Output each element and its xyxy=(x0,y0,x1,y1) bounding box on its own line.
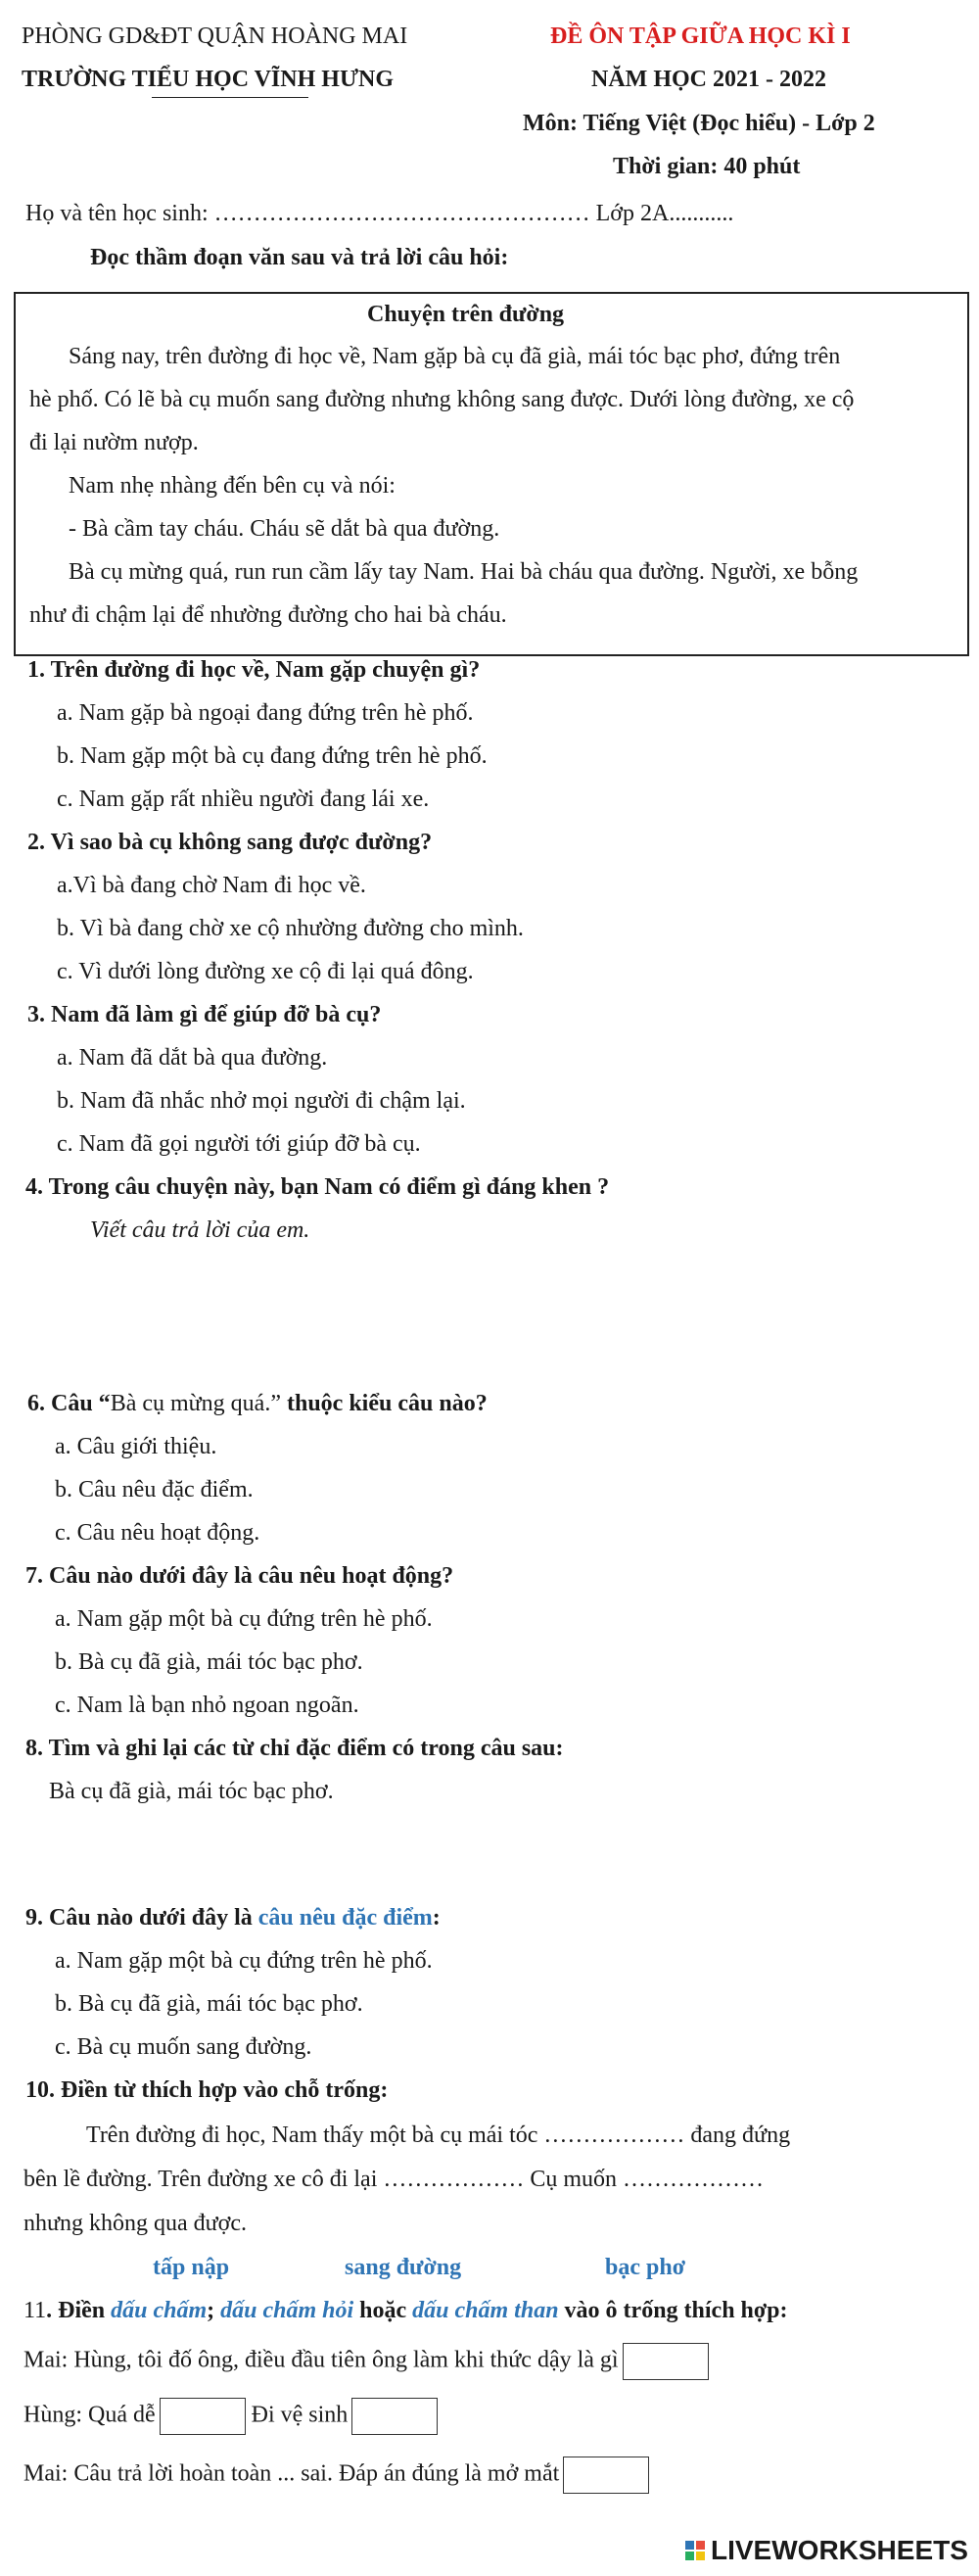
question-11 xyxy=(23,2296,788,2325)
q11-text-4: vào ô trống thích hợp: xyxy=(558,2298,788,2323)
q9-highlight: câu nêu đặc điểm xyxy=(257,1905,433,1931)
q11-answer-box-1[interactable] xyxy=(623,2343,709,2380)
q10-word-tap-nap[interactable]: tấp nập xyxy=(153,2255,230,2280)
story-title: Chuyện trên đường xyxy=(367,302,565,327)
q2-option-a[interactable]: a.Vì bà đang chờ Nam đi học về. xyxy=(57,873,366,898)
q11-number: 11 xyxy=(23,2298,47,2323)
q10-word-bac-pho[interactable]: bạc phơ xyxy=(605,2255,685,2280)
q11-line-3-text: Mai: Câu trả lời hoàn toàn ... sai. Đáp án đúng là mở mắt xyxy=(23,2460,560,2487)
q11-text-2: ; xyxy=(207,2298,221,2323)
q10-line: nhưng không qua được. xyxy=(23,2211,248,2236)
school-year: NĂM HỌC 2021 - 2022 xyxy=(591,67,826,92)
school-name: TRƯỜNG TIỂU HỌC VĨNH HƯNG xyxy=(22,67,395,92)
q6-option-b[interactable]: b. Câu nêu đặc điểm. xyxy=(55,1477,254,1503)
q7-option-b[interactable]: b. Bà cụ đã già, mái tóc bạc phơ. xyxy=(55,1649,363,1675)
q6-tail: thuộc kiểu câu nào? xyxy=(286,1391,488,1416)
q6-prefix: 6. Câu “ xyxy=(27,1391,111,1416)
q11-text-3: hoặc xyxy=(353,2298,413,2323)
liveworksheets-icon xyxy=(685,2541,705,2560)
q11-word-dau-cham-hoi: dấu chấm hỏi xyxy=(220,2298,354,2323)
q7-option-c[interactable]: c. Nam là bạn nhỏ ngoan ngoãn. xyxy=(55,1693,359,1718)
q11-line-1-text: Mai: Hùng, tôi đố ông, điều đầu tiên ông làm khi thức dậy là gì xyxy=(23,2347,619,2373)
story-line: Nam nhẹ nhàng đến bên cụ và nói: xyxy=(69,473,396,499)
q11-line-2 xyxy=(23,2398,438,2435)
q11-line-3 xyxy=(23,2457,649,2494)
q3-option-a[interactable]: a. Nam đã dắt bà qua đường. xyxy=(57,1045,328,1071)
q1-option-b[interactable]: b. Nam gặp một bà cụ đang đứng trên hè phố. xyxy=(57,743,488,769)
q11-answer-box-4[interactable] xyxy=(563,2457,649,2494)
question-3: 3. Nam đã làm gì để giúp đỡ bà cụ? xyxy=(27,1002,382,1027)
story-line: Bà cụ mừng quá, run run cầm lấy tay Nam. Hai bà cháu qua đường. Người, xe bỗng xyxy=(69,559,859,585)
story-line: - Bà cầm tay cháu. Cháu sẽ dắt bà qua đường. xyxy=(69,516,500,542)
duration: Thời gian: 40 phút xyxy=(613,154,801,179)
question-8: 8. Tìm và ghi lại các từ chỉ đặc điểm có trong câu sau: xyxy=(25,1736,564,1761)
q9-prefix: 9. Câu nào dưới đây là xyxy=(25,1905,258,1931)
q1-option-c[interactable]: c. Nam gặp rất nhiều người đang lái xe. xyxy=(57,787,430,812)
q4-note: Viết câu trả lời của em. xyxy=(90,1217,310,1243)
story-line: hè phố. Có lẽ bà cụ muốn sang đường nhưng không sang được. Dưới lòng đường, xe cộ xyxy=(29,387,855,412)
q11-line-1 xyxy=(23,2343,709,2380)
q9-option-c[interactable]: c. Bà cụ muốn sang đường. xyxy=(55,2034,312,2060)
question-7: 7. Câu nào dưới đây là câu nêu hoạt động? xyxy=(25,1563,454,1589)
q11-answer-box-2[interactable] xyxy=(160,2398,246,2435)
q11-word-dau-cham: dấu chấm xyxy=(111,2298,208,2323)
q9-suffix: : xyxy=(432,1905,441,1931)
q11-answer-box-3[interactable] xyxy=(351,2398,438,2435)
story-line: Sáng nay, trên đường đi học về, Nam gặp bà cụ đã già, mái tóc bạc phơ, đứng trên xyxy=(69,344,841,369)
q10-line: bên lề đường. Trên đường xe cô đi lại ……………… Cụ muốn ……………… xyxy=(23,2167,765,2192)
q6-quote-close: ” xyxy=(270,1391,287,1416)
q9-option-b[interactable]: b. Bà cụ đã già, mái tóc bạc phơ. xyxy=(55,1991,363,2017)
subject: Môn: Tiếng Việt (Đọc hiểu) - Lớp 2 xyxy=(523,111,875,136)
q6-quote: Bà cụ mừng quá. xyxy=(110,1391,271,1416)
question-6 xyxy=(27,1389,488,1418)
q1-option-a[interactable]: a. Nam gặp bà ngoại đang đứng trên hè phố. xyxy=(57,700,474,726)
q10-word-sang-duong[interactable]: sang đường xyxy=(345,2255,462,2280)
story-line: đi lại nườm nượp. xyxy=(29,430,199,455)
question-1: 1. Trên đường đi học về, Nam gặp chuyện gì? xyxy=(27,657,481,683)
story-line: như đi chậm lại để nhường đường cho hai bà cháu. xyxy=(29,602,507,628)
q11-word-dau-cham-than: dấu chấm than xyxy=(412,2298,559,2323)
q2-option-b[interactable]: b. Vì bà đang chờ xe cộ nhường đường cho mình. xyxy=(57,916,524,941)
student-info-line: Họ và tên học sinh: ………………………………………… Lớp 2A........... xyxy=(25,201,734,226)
school-underline xyxy=(152,97,308,98)
q2-option-c[interactable]: c. Vì dưới lòng đường xe cộ đi lại quá đông. xyxy=(57,959,474,984)
q11-line-2a-text: Hùng: Quá dễ xyxy=(23,2402,156,2428)
q11-text-1: . Điền xyxy=(46,2298,112,2323)
question-10: 10. Điền từ thích hợp vào chỗ trống: xyxy=(25,2077,389,2103)
instruction: Đọc thầm đoạn văn sau và trả lời câu hỏi: xyxy=(90,245,509,270)
q11-line-2b-text: Đi vệ sinh xyxy=(251,2402,349,2428)
q6-option-c[interactable]: c. Câu nêu hoạt động. xyxy=(55,1520,260,1546)
watermark-text: LIVEWORKSHEETS xyxy=(711,2535,968,2565)
q9-option-a[interactable]: a. Nam gặp một bà cụ đứng trên hè phố. xyxy=(55,1948,433,1974)
question-2: 2. Vì sao bà cụ không sang được đường? xyxy=(27,830,433,855)
question-9 xyxy=(25,1903,441,1932)
dept-name: PHÒNG GD&ĐT QUẬN HOÀNG MAI xyxy=(22,24,408,49)
question-4: 4. Trong câu chuyện này, bạn Nam có điểm gì đáng khen ? xyxy=(25,1174,610,1200)
q3-option-b[interactable]: b. Nam đã nhắc nhở mọi người đi chậm lại. xyxy=(57,1088,466,1114)
q8-sentence: Bà cụ đã già, mái tóc bạc phơ. xyxy=(49,1779,334,1804)
q6-option-a[interactable]: a. Câu giới thiệu. xyxy=(55,1434,217,1459)
liveworksheets-logo xyxy=(685,2535,968,2566)
q7-option-a[interactable]: a. Nam gặp một bà cụ đứng trên hè phố. xyxy=(55,1606,433,1632)
q10-line: Trên đường đi học, Nam thấy một bà cụ mái tóc ……………… đang đứng xyxy=(86,2123,791,2148)
exam-title: ĐỀ ÔN TẬP GIỮA HỌC KÌ I xyxy=(550,24,851,49)
q3-option-c[interactable]: c. Nam đã gọi người tới giúp đỡ bà cụ. xyxy=(57,1131,421,1157)
